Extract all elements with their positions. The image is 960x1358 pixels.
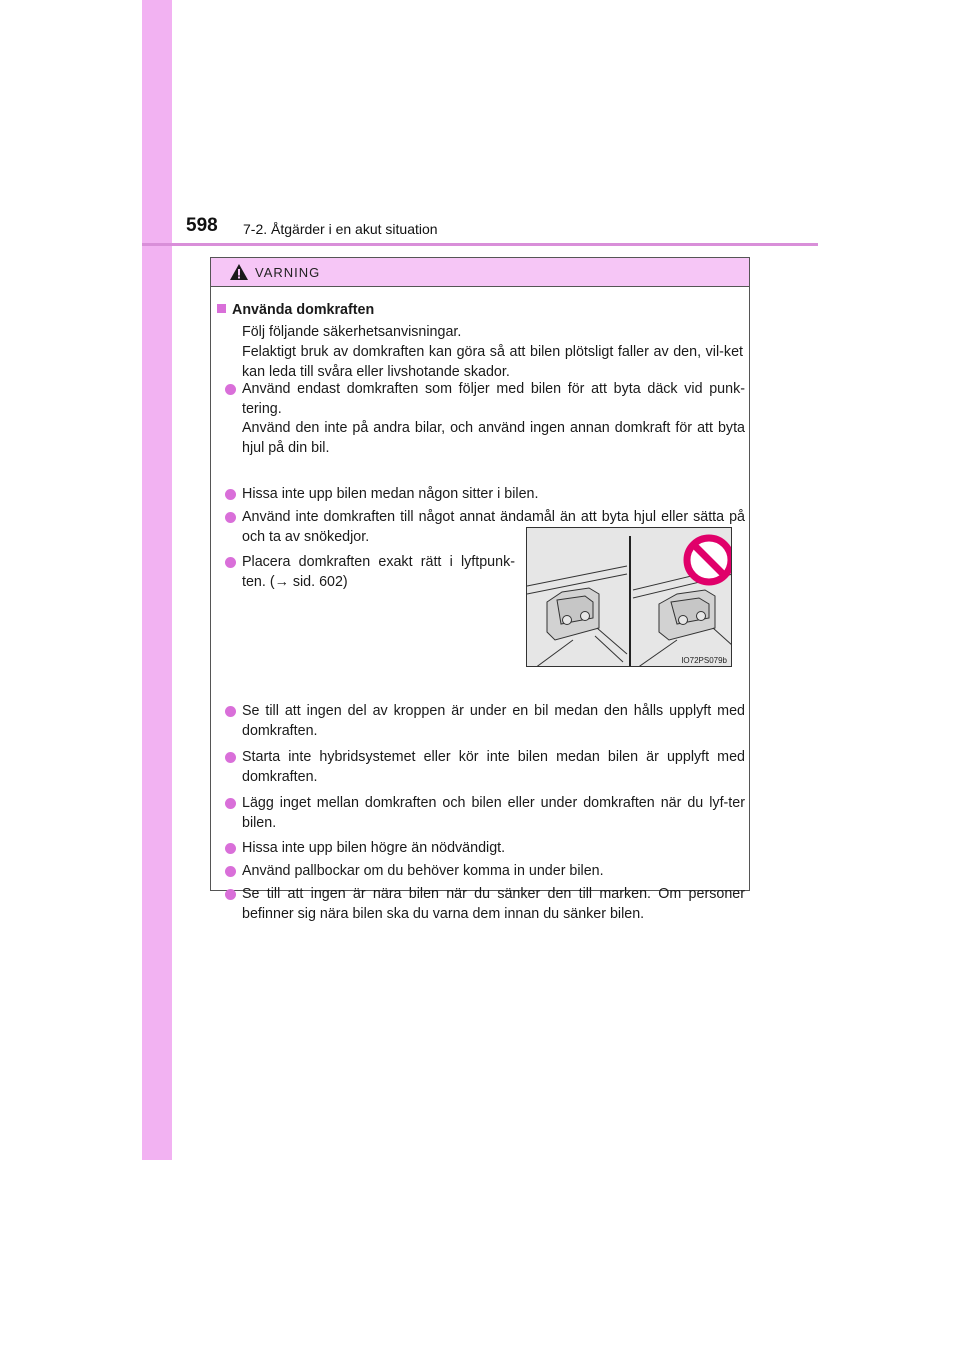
bullet-dot-icon bbox=[225, 557, 236, 568]
prohibited-icon bbox=[687, 538, 731, 582]
square-bullet-icon bbox=[217, 304, 226, 313]
section-title: 7-2. Åtgärder i en akut situation bbox=[243, 221, 438, 237]
bullet-dot-icon bbox=[225, 752, 236, 763]
warning-triangle-icon bbox=[229, 263, 249, 281]
bullet-dot-icon bbox=[225, 798, 236, 809]
warning-title: VARNING bbox=[255, 264, 321, 280]
bullet-item bbox=[225, 885, 745, 924]
warning-header bbox=[211, 258, 749, 287]
bullet-text: Lägg inget mellan domkraften och bilen eller under domkraften när du lyf-ter bilen. bbox=[242, 795, 745, 831]
bullet-item bbox=[225, 485, 745, 505]
bullet-text: Använd inte domkraften till något annat ändamål än att byta hjul eller sätta på och ta av snökedjor. bbox=[242, 509, 745, 545]
bullet-item bbox=[225, 553, 515, 592]
bullet-item bbox=[225, 380, 745, 458]
warning-box bbox=[210, 257, 750, 922]
bullet-text: Hissa inte upp bilen högre än nödvändigt. bbox=[242, 840, 506, 856]
bullet-item bbox=[225, 794, 745, 833]
bullet-text: Använd endast domkraften som följer med bilen för att byta däck vid punk-tering. bbox=[242, 381, 745, 417]
jack-placement-figure bbox=[526, 527, 732, 667]
bullet-text: Hissa inte upp bilen medan någon sitter i bilen. bbox=[242, 486, 539, 502]
bullet-dot-icon bbox=[225, 489, 236, 500]
bullet-dot-icon bbox=[225, 384, 236, 395]
bullet-item bbox=[225, 839, 745, 859]
bullet-dot-icon bbox=[225, 843, 236, 854]
bullet-item bbox=[225, 862, 745, 882]
bullet-text: Placera domkraften exakt rätt i lyftpunk-ten. (→ sid. 602) bbox=[242, 554, 515, 590]
bullet-dot-icon bbox=[225, 866, 236, 877]
bullet-text: Använd pallbockar om du behöver komma in under bilen. bbox=[242, 863, 604, 879]
bullet-text: Se till att ingen del av kroppen är under en bil medan den hålls upplyft med domkraften. bbox=[242, 703, 745, 739]
bullet-dot-icon bbox=[225, 889, 236, 900]
jack-placement-illustration bbox=[527, 528, 732, 667]
figure-code: IO72PS079b bbox=[681, 656, 727, 665]
bullet-text: Starta inte hybridsystemet eller kör inte bilen medan bilen är upplyft med domkraften. bbox=[242, 749, 745, 785]
bullet-dot-icon bbox=[225, 512, 236, 523]
bullet-text: Använd den inte på andra bilar, och använd ingen annan domkraft för att byta hjul på din bil. bbox=[242, 420, 745, 456]
header-rule bbox=[142, 243, 818, 246]
bullet-item bbox=[225, 748, 745, 787]
bullet-dot-icon bbox=[225, 706, 236, 717]
page-number: 598 bbox=[186, 215, 218, 236]
bullet-text: Se till att ingen är nära bilen när du sänker den till marken. Om personer befinner sig nära bilen ska du varna dem innan du sänker bilen. bbox=[242, 886, 745, 922]
warning-heading: Använda domkraften bbox=[217, 301, 755, 321]
bullet-item bbox=[225, 702, 745, 741]
side-margin-band bbox=[142, 0, 172, 1160]
intro-line-2: Felaktigt bruk av domkraften kan göra så att bilen plötsligt faller av den, vil-ket kan leda till svåra eller livshotande skador. bbox=[242, 344, 743, 380]
intro-line-1: Följ följande säkerhetsanvisningar. bbox=[242, 324, 462, 340]
